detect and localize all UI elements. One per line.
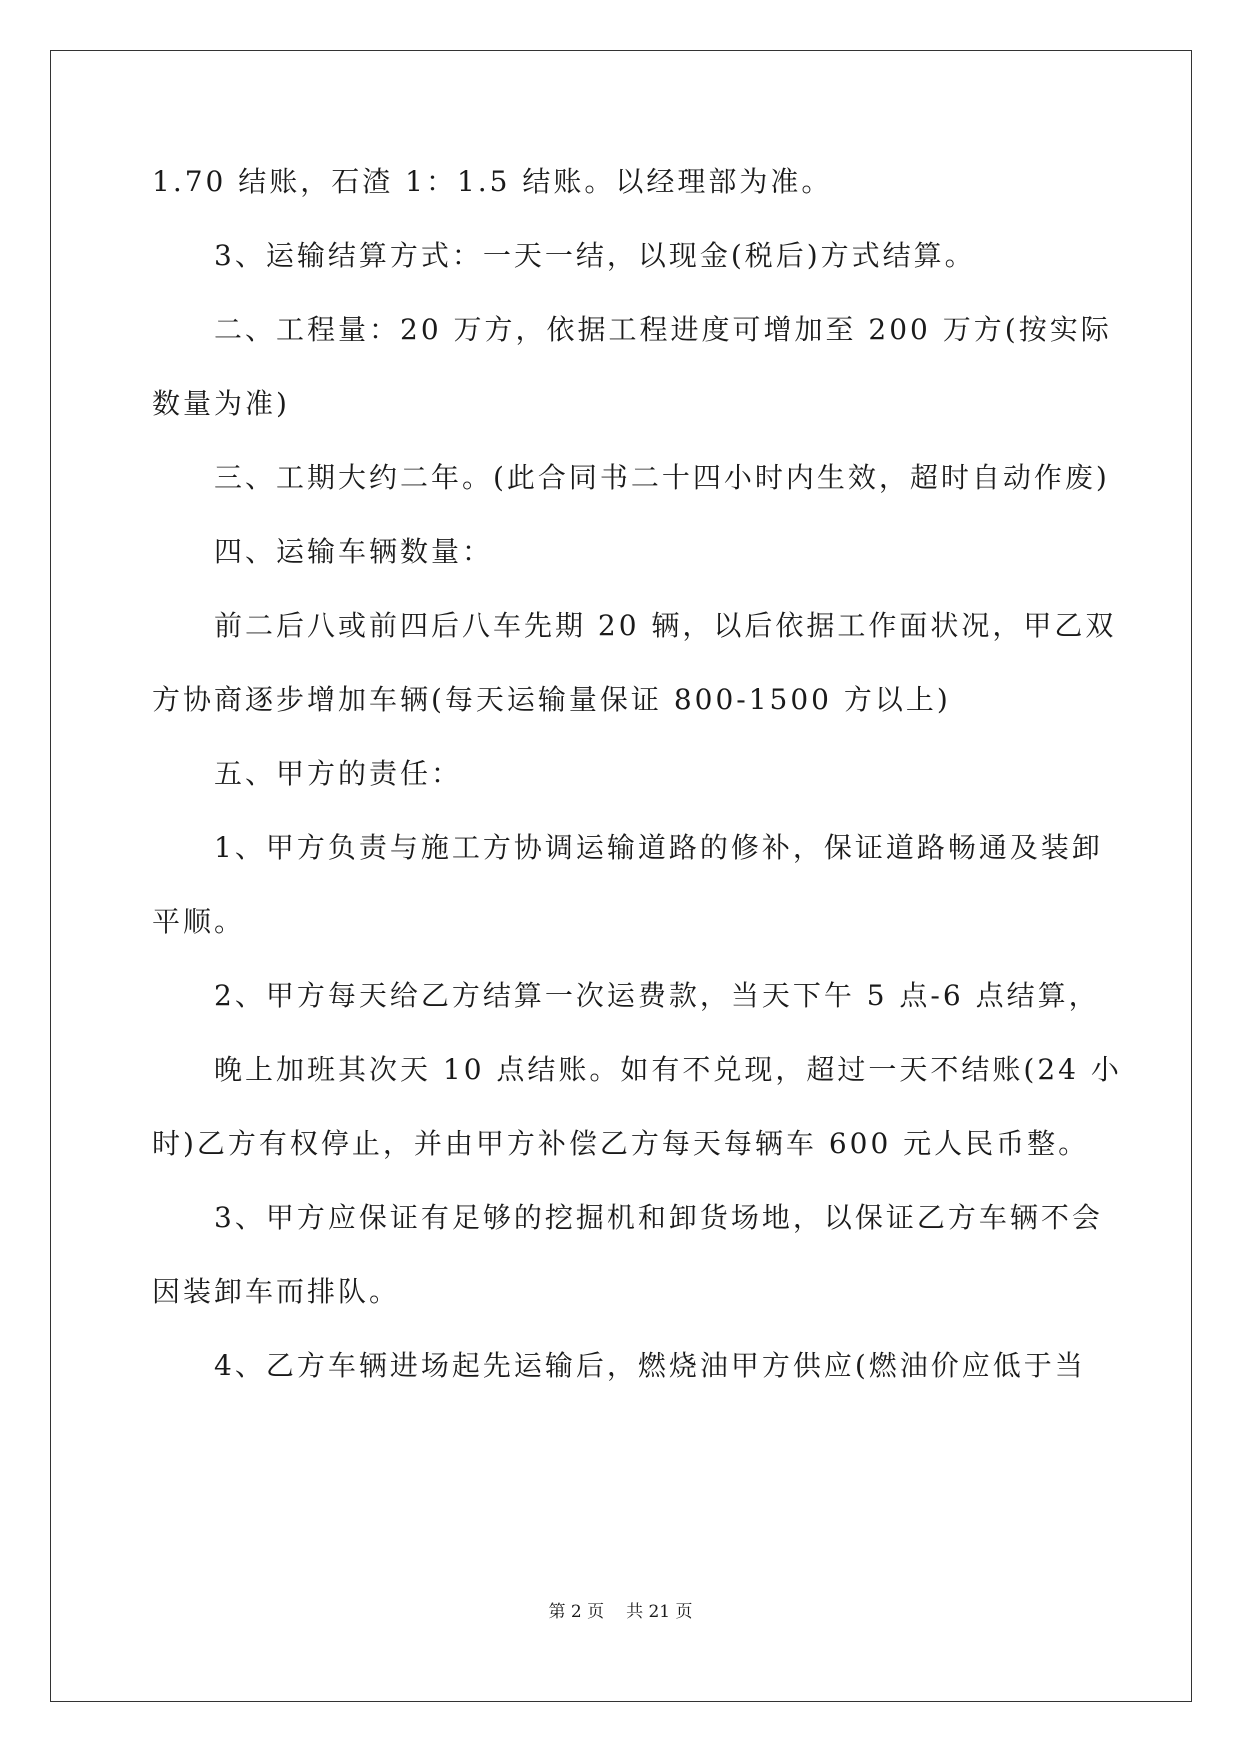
- text-line-15: 3、甲方应保证有足够的挖掘机和卸货场地，以保证乙方车辆不会: [214, 1201, 1103, 1234]
- text-line-2: 3、运输结算方式：一天一结，以现金(税后)方式结算。: [214, 239, 976, 272]
- text-line-7: 前二后八或前四后八车先期 20 辆，以后依据工作面状况，甲乙双: [214, 609, 1117, 642]
- text-line-1: 1.70 结账，石渣 1：1.5 结账。以经理部为准。: [152, 165, 833, 198]
- text-line-9: 五、甲方的责任：: [214, 757, 463, 790]
- text-line-6: 四、运输车辆数量：: [214, 535, 494, 568]
- text-line-17: 4、乙方车辆进场起先运输后，燃烧油甲方供应(燃油价应低于当: [214, 1349, 1086, 1382]
- text-line-5: 三、工期大约二年。(此合同书二十四小时内生效，超时自动作废): [214, 461, 1110, 494]
- page-footer: [0, 1601, 1241, 1623]
- page-number: 第 2 页: [548, 1602, 605, 1622]
- text-line-16: 因装卸车而排队。: [152, 1275, 401, 1308]
- text-line-3: 二、工程量：20 万方，依据工程进度可增加至 200 万方(按实际: [214, 313, 1112, 346]
- text-line-10: 1、甲方负责与施工方协调运输道路的修补，保证道路畅通及装卸: [214, 831, 1103, 864]
- page-border: [50, 50, 1192, 1702]
- text-line-13: 晚上加班其次天 10 点结账。如有不兑现，超过一天不结账(24 小: [214, 1053, 1122, 1086]
- text-line-12: 2、甲方每天给乙方结算一次运费款，当天下午 5 点-6 点结算，: [214, 979, 1100, 1012]
- page-total: 共 21 页: [626, 1602, 693, 1622]
- text-line-4: 数量为准): [152, 387, 290, 420]
- text-line-11: 平顺。: [152, 905, 246, 938]
- text-line-14: 时)乙方有权停止，并由甲方补偿乙方每天每辆车 600 元人民币整。: [152, 1127, 1090, 1160]
- text-line-8: 方协商逐步增加车辆(每天运输量保证 800-1500 方以上): [152, 683, 951, 716]
